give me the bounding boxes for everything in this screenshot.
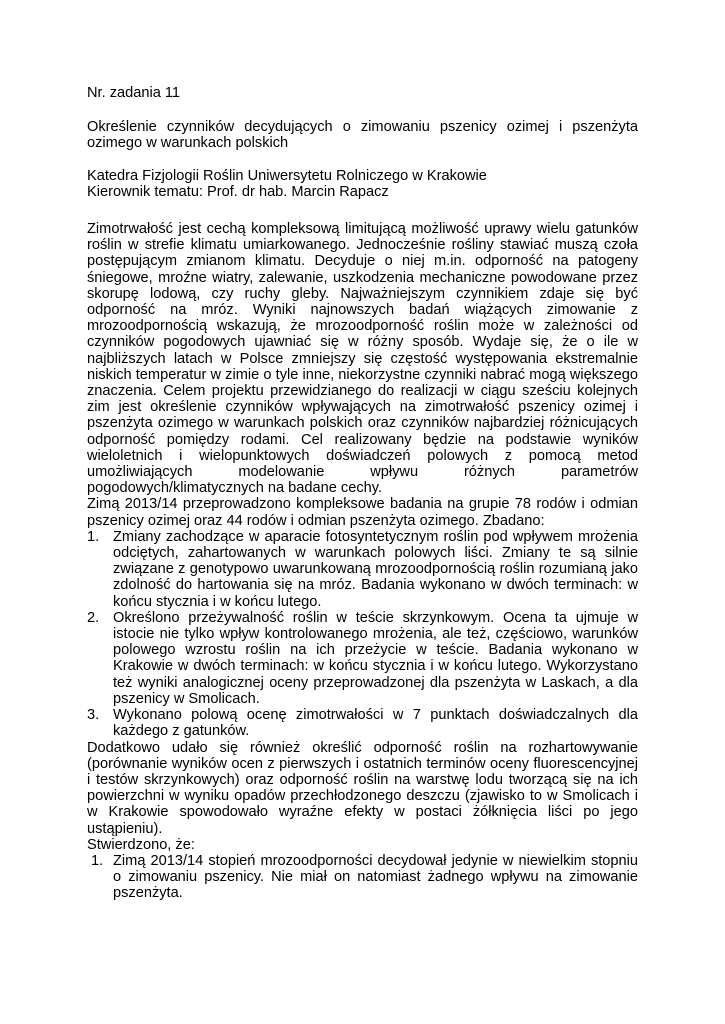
affiliation-block xyxy=(87,168,638,200)
studies-intro: Zimą 2013/14 przeprowadzono kompleksowe badania na grupie 78 rodów i odmian pszenicy ozimej oraz 44 rodów i odmian pszenżyta ozimego. Zbadano: xyxy=(87,496,638,529)
list-item-number: 3. xyxy=(87,707,100,724)
list-item-number: 1. xyxy=(87,528,100,545)
list-item xyxy=(87,529,638,610)
findings-list xyxy=(87,853,638,902)
list-item-text: Zimą 2013/14 stopień mrozoodporności decydował jedynie w niewielkim stopniu o zimowaniu pszenicy. Nie miał on natomiast żadnego wpływu na zimowanie pszenżyta. xyxy=(113,852,638,902)
list-item-text: Wykonano polową ocenę zimotrwałości w 7 punktach doświadczalnych dla każdego z gatunków. xyxy=(113,707,638,740)
findings-intro: Stwierdzono, że: xyxy=(87,836,195,853)
supervisor-line: Kierownik tematu: Prof. dr hab. Marcin Rapacz xyxy=(87,184,389,201)
studies-list xyxy=(87,529,638,740)
list-item-number: 1. xyxy=(91,852,104,869)
list-item xyxy=(87,707,638,739)
department-line: Katedra Fizjologii Roślin Uniwersytetu Rolniczego w Krakowie xyxy=(87,168,487,184)
task-number: Nr. zadania 11 xyxy=(87,85,181,101)
document-title: Określenie czynników decydujących o zimowaniu pszenicy ozimej i pszenżyta ozimego w warunkach polskich xyxy=(87,119,638,152)
list-item xyxy=(87,853,638,902)
intro-paragraph: Zimotrwałość jest cechą kompleksową limitującą możliwość uprawy wielu gatunków roślin w strefie klimatu umiarkowanego. Jednocześnie rośliny stawiać muszą czoła postępującym zmianom klimatu. Decyduje o niej m.in. odporność na patogeny śniegowe, mroźne wiatry, zalewanie, uszkodzenia mechaniczne powodowane przez skorupę lodową, czy ruchy gleby. Najważniejszym czynnikiem zdaje się być odporność na mróz. Wyniki najnowszych badań wiążących zimowanie z mrozoodpornością wskazują, że mrozoodporność roślin może w zależności od czynników pogodowych ujawniać się w różny sposób. Wydaje się, że o ile w najbliższych latach w Polsce zmniejszy się częstość występowania ekstremalnie niskich temperatur w zimie o tyle inne, niekorzystne czynniki nabrać mogą większego znaczenia. Celem projektu przewidzianego do realizacji w ciągu sześciu kolejnych zim jest określenie czynników wpływających na zimotrwałość pszenicy ozimej i pszenżyta ozimego w warunkach polskich oraz czynników najbardziej różnicujących odporność pomiędzy rodami. Cel realizowany będzie na podstawie wyników wieloletnich i wielopunktowych doświadczeń polowych z pomocą metod umożliwiających modelowanie wpływu różnych parametrów pogodowych/klimatycznych na badane cechy. xyxy=(87,221,638,497)
list-item-text: Zmiany zachodzące w aparacie fotosyntetycznym roślin pod wpływem mrożenia odciętych, zahartowanych w warunkach polowych liści. Zmiany te są silnie związane z genotypowo uwarunkowaną mrozoodpornością roślin rozumianą jako zdolność do hartowania się na mróz. Badania wykonano w dwóch terminach: w końcu stycznia i w końcu lutego. xyxy=(113,528,638,610)
main-text xyxy=(87,221,638,902)
list-item-text: Określono przeżywalność roślin w teście skrzynkowym. Ocena ta ujmuje w istocie nie tylko wpływ kontrolowanego mrożenia, ale też, częściowo, warunków polowego wzrostu roślin na ich przeżycie w teście. Badania wykonano w Krakowie w dwóch terminach: w końcu stycznia i w końcu lutego. Wykorzystano też wyniki analogicznej oceny przeprowadzonej dla pszenżyta w Laskach, a dla pszenicy w Smolicach. xyxy=(113,609,638,707)
list-item-number: 2. xyxy=(87,609,100,626)
list-item xyxy=(87,610,638,707)
additional-paragraph: Dodatkowo udało się również określić odporność roślin na rozhartowywanie (porównanie wyników ocen z pierwszych i ostatnich terminów oceny fluorescencyjnej i testów skrzynkowych) oraz odporność roślin na warstwę lodu tworzącą się na ich powierzchni w wyniku opadów przechłodzonego deszczu (zjawisko to w Smolicach i w Krakowie spowodowało wyraźne efekty w postaci żółknięcia liści po jego ustąpieniu). xyxy=(87,739,638,837)
